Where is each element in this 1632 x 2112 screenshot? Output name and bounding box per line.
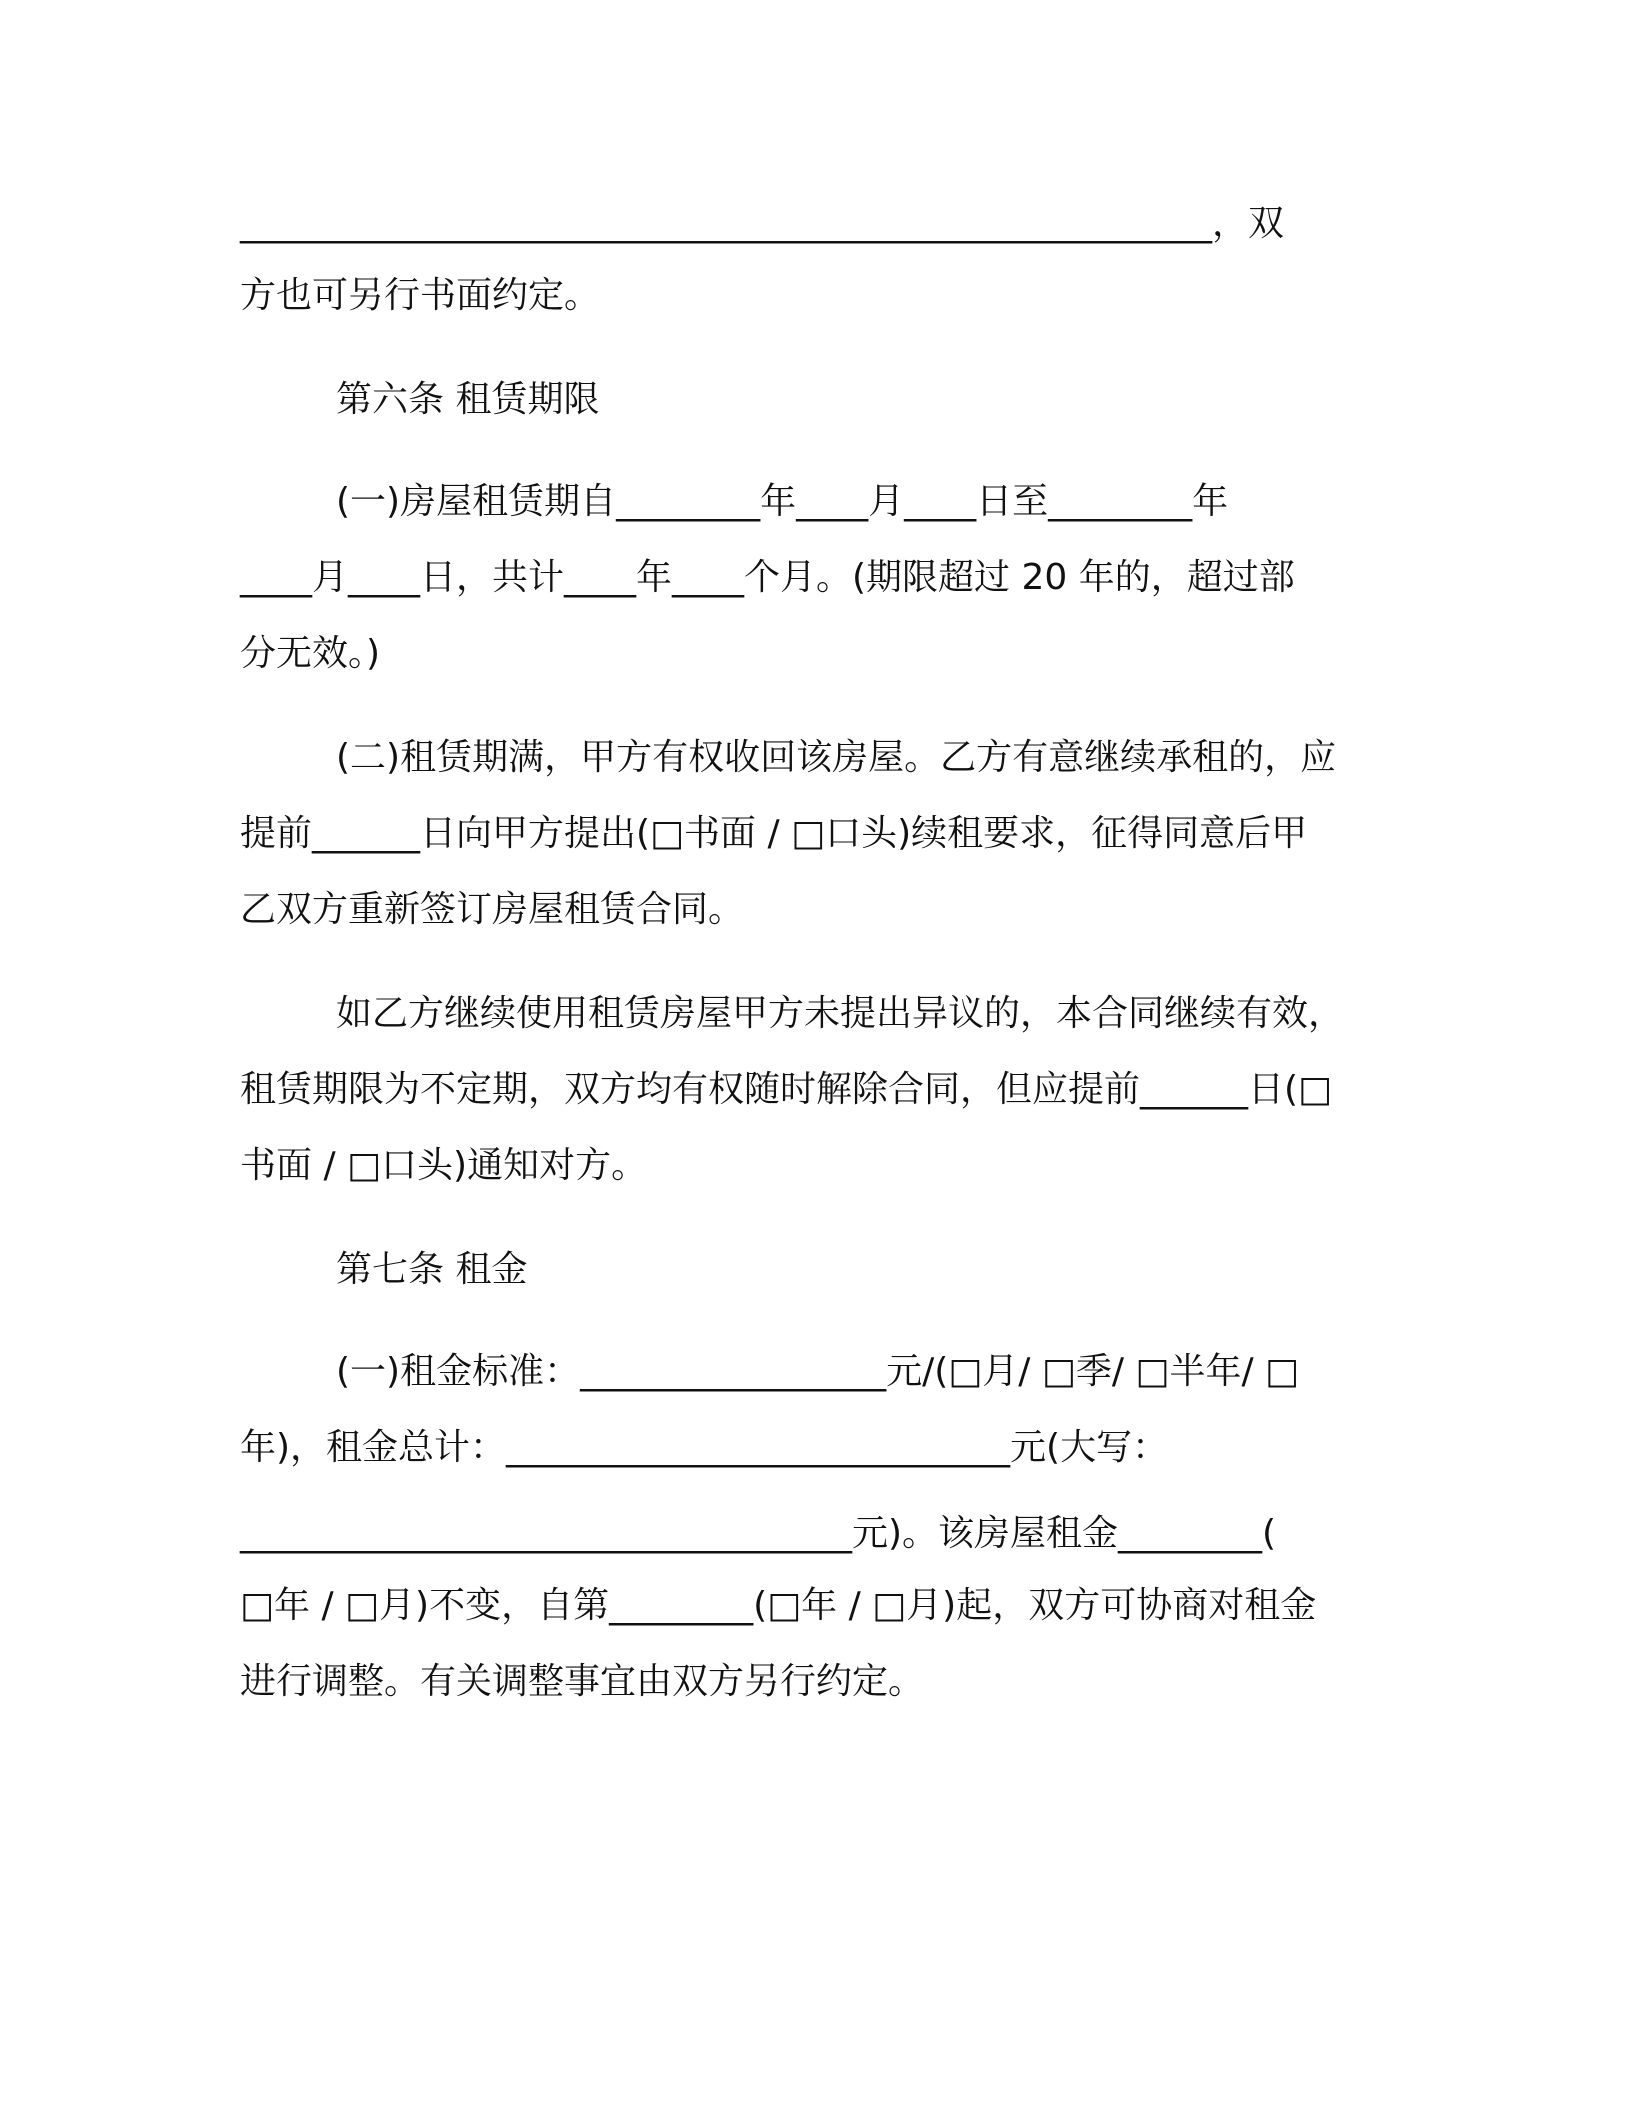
article6-clause1-line-3: 分无效。) <box>240 633 381 674</box>
article6-paragraph-line-2: 租赁期限为不定期，双方均有权随时解除合同，但应提前______日(□ <box>240 1069 1333 1110</box>
article6-clause2-line-3: 乙双方重新签订房屋租赁合同。 <box>240 889 745 930</box>
article6-paragraph-line-3: 书面 / □口头)通知对方。 <box>240 1145 648 1186</box>
article6-heading: 第六条 租赁期限 <box>336 379 600 420</box>
article7-clause1-line-4: □年 / □月)不变，自第________(□年 / □月)起，双方可协商对租金 <box>240 1585 1317 1626</box>
article7-heading: 第七条 租金 <box>336 1249 528 1290</box>
article6-clause1-line-1: (一)房屋租赁期自________年____月____日至________年 <box>336 481 1229 522</box>
article7-clause1-line-2: 年)，租金总计：____________________________元(大写： <box>240 1427 1169 1468</box>
article6-clause2-line-1: (二)租赁期满，甲方有权收回该房屋。乙方有意继续承租的，应 <box>336 737 1337 778</box>
article5-text-line-1: ______________________________________________________，双 <box>240 203 1284 244</box>
article7-clause1-line-5: 进行调整。有关调整事宜由双方另行约定。 <box>240 1661 925 1702</box>
article6-paragraph-line-1: 如乙方继续使用租赁房屋甲方未提出异议的，本合同继续有效， <box>336 993 1345 1034</box>
article5-text-line-2: 方也可另行书面约定。 <box>240 275 601 316</box>
article7-clause1-line-3: __________________________________元)。该房屋租金________( <box>240 1513 1277 1554</box>
article7-clause1-line-1: (一)租金标准：_________________元/(□月/ □季/ □半年/ □ <box>336 1351 1300 1392</box>
article6-clause1-line-2: ____月____日，共计____年____个月。(期限超过 20 年的，超过部 <box>240 557 1295 598</box>
article6-clause2-line-2: 提前______日向甲方提出(□书面 / □口头)续租要求，征得同意后甲 <box>240 813 1308 854</box>
